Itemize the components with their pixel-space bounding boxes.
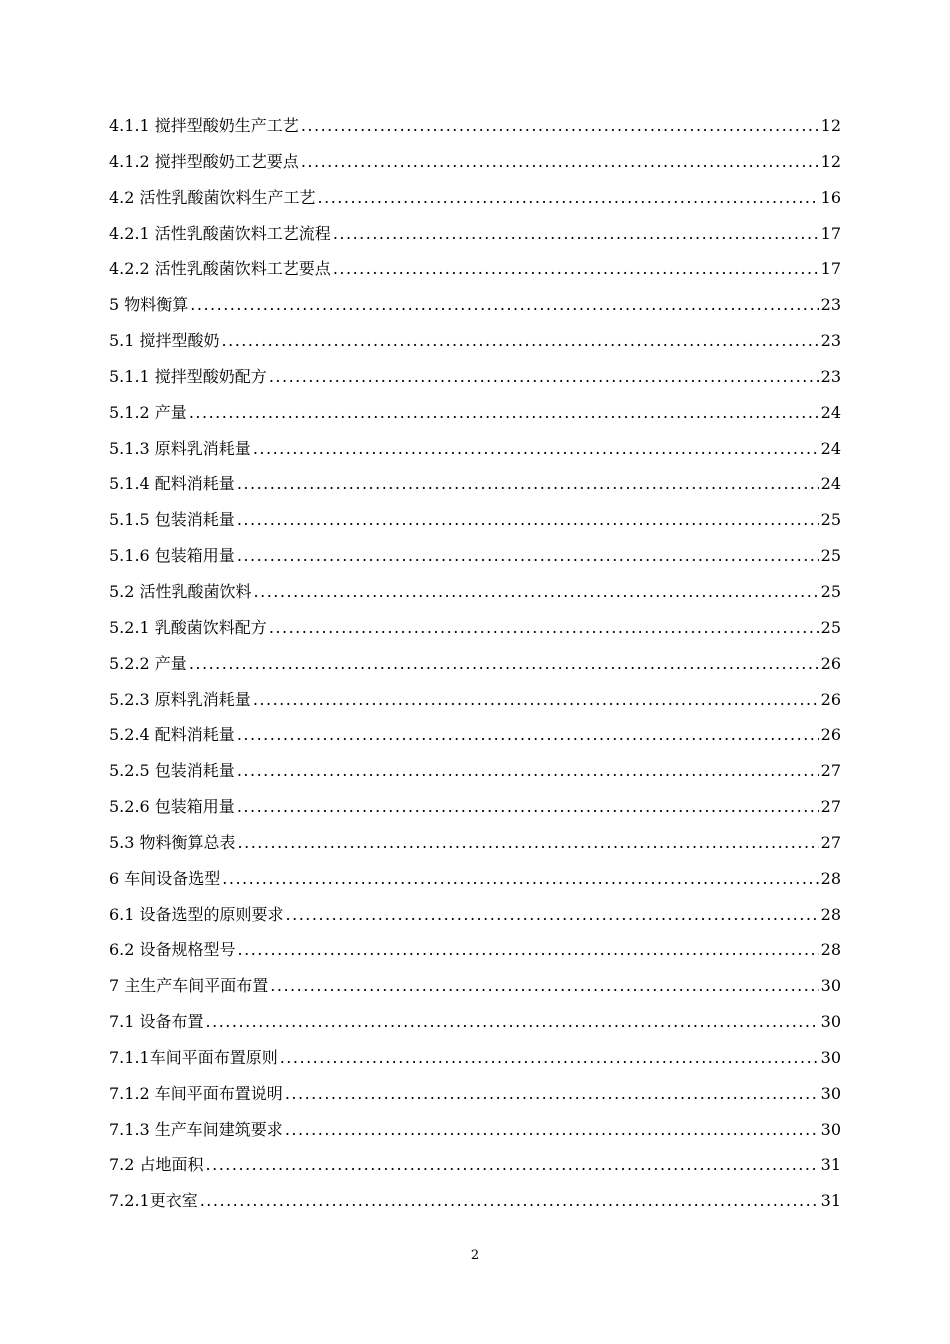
toc-dot-leader [318, 180, 819, 216]
toc-entry-title: 5.2.2 产量 [109, 653, 187, 673]
toc-dot-leader [238, 932, 819, 968]
toc-entry[interactable] [109, 753, 841, 789]
toc-dot-leader [189, 646, 819, 682]
toc-entry[interactable] [109, 932, 841, 968]
toc-entry-page: 27 [820, 761, 841, 781]
toc-entry-title: 6.2 设备规格型号 [109, 940, 236, 960]
toc-entry-title: 4.1.1 搅拌型酸奶生产工艺 [109, 116, 299, 135]
toc-dot-leader [237, 502, 819, 538]
toc-dot-leader [286, 897, 819, 933]
toc-entry-title: 5.2 活性乳酸菌饮料 [109, 581, 252, 601]
toc-entry-title: 6.1 设备选型的原则要求 [109, 904, 284, 924]
toc-entry-title: 7.1.1车间平面布置原则 [109, 1047, 278, 1067]
toc-entry[interactable] [109, 897, 841, 933]
toc-dot-leader [301, 108, 819, 144]
toc-entry-page: 25 [820, 510, 841, 530]
toc-entry[interactable] [109, 1076, 841, 1112]
toc-entry[interactable] [109, 466, 841, 502]
toc-entry-page: 30 [820, 1047, 841, 1067]
toc-entry-title: 5.2.1 乳酸菌饮料配方 [109, 617, 267, 637]
toc-entry-page: 23 [820, 295, 841, 315]
toc-entry[interactable] [109, 359, 841, 395]
toc-entry-title: 7.1.3 生产车间建筑要求 [109, 1119, 283, 1139]
toc-entry-title: 5.2.6 包装箱用量 [109, 797, 235, 817]
toc-entry-page: 28 [820, 868, 841, 888]
toc-entry-title: 4.1.2 搅拌型酸奶工艺要点 [109, 151, 299, 171]
toc-entry[interactable] [109, 1147, 841, 1183]
toc-dot-leader [200, 1183, 819, 1219]
toc-entry-page: 12 [820, 151, 841, 171]
toc-entry[interactable] [109, 144, 841, 180]
toc-entry-page: 16 [820, 187, 841, 207]
toc-dot-leader [222, 861, 818, 897]
toc-entry-title: 5 物料衡算 [109, 295, 189, 315]
toc-entry-page: 31 [820, 1155, 841, 1175]
toc-dot-leader [333, 251, 819, 287]
toc-entry[interactable] [109, 1004, 841, 1040]
toc-dot-leader [237, 538, 819, 574]
toc-entry-page: 30 [820, 1119, 841, 1139]
toc-entry[interactable] [109, 180, 841, 216]
toc-dot-leader [285, 1076, 819, 1112]
toc-dot-leader [237, 466, 819, 502]
toc-entry-title: 7.1 设备布置 [109, 1012, 204, 1032]
toc-entry-title: 5.1.4 配料消耗量 [109, 474, 235, 494]
toc-entry-title: 5.2.3 原料乳消耗量 [109, 689, 251, 709]
toc-dot-leader [285, 1112, 819, 1148]
toc-entry-page: 31 [820, 1191, 841, 1211]
table-of-contents [109, 108, 841, 1219]
toc-entry[interactable] [109, 861, 841, 897]
toc-entry-page: 23 [820, 366, 841, 386]
toc-entry-title: 7 主生产车间平面布置 [109, 976, 269, 996]
toc-entry-title: 5.1.1 搅拌型酸奶配方 [109, 366, 267, 386]
toc-dot-leader [269, 610, 819, 646]
toc-entry-title: 5.1.5 包装消耗量 [109, 510, 235, 530]
toc-entry[interactable] [109, 431, 841, 467]
toc-dot-leader [301, 144, 819, 180]
toc-dot-leader [190, 287, 818, 323]
toc-entry[interactable] [109, 968, 841, 1004]
toc-entry-page: 28 [820, 940, 841, 960]
toc-entry-page: 26 [820, 725, 841, 745]
toc-entry-page: 25 [820, 617, 841, 637]
toc-entry-title: 5.1.6 包装箱用量 [109, 546, 235, 566]
toc-dot-leader [189, 395, 819, 431]
toc-entry-page: 30 [820, 1083, 841, 1103]
toc-entry-page: 17 [820, 259, 841, 279]
toc-entry[interactable] [109, 717, 841, 753]
toc-entry-title: 5.1.2 产量 [109, 402, 187, 422]
toc-entry-title: 7.2.1更衣室 [109, 1191, 198, 1211]
toc-entry-page: 24 [820, 474, 841, 494]
toc-dot-leader [269, 359, 819, 395]
toc-entry[interactable] [109, 323, 841, 359]
toc-entry-title: 5.3 物料衡算总表 [109, 832, 236, 852]
toc-entry-title: 7.1.2 车间平面布置说明 [109, 1083, 283, 1103]
toc-entry[interactable] [109, 682, 841, 718]
toc-entry-title: 4.2.1 活性乳酸菌饮料工艺流程 [109, 223, 331, 243]
toc-entry[interactable] [109, 610, 841, 646]
toc-dot-leader [253, 682, 819, 718]
toc-entry[interactable] [109, 825, 841, 861]
toc-entry-title: 4.2.2 活性乳酸菌饮料工艺要点 [109, 259, 331, 279]
toc-entry[interactable] [109, 108, 841, 144]
toc-dot-leader [333, 216, 819, 252]
toc-entry-page: 25 [820, 581, 841, 601]
toc-dot-leader [237, 753, 819, 789]
toc-dot-leader [222, 323, 819, 359]
toc-entry[interactable] [109, 538, 841, 574]
toc-entry-page: 26 [820, 689, 841, 709]
toc-entry-page: 30 [820, 976, 841, 996]
toc-entry[interactable] [109, 1040, 841, 1076]
toc-entry-page: 12 [820, 116, 841, 135]
toc-dot-leader [237, 789, 819, 825]
toc-entry-title: 7.2 占地面积 [109, 1155, 204, 1175]
toc-entry-page: 26 [820, 653, 841, 673]
toc-dot-leader [270, 968, 818, 1004]
toc-entry-title: 4.2 活性乳酸菌饮料生产工艺 [109, 187, 316, 207]
toc-dot-leader [280, 1040, 819, 1076]
toc-entry[interactable] [109, 574, 841, 610]
toc-entry[interactable] [109, 216, 841, 252]
toc-entry-page: 17 [820, 223, 841, 243]
toc-entry-page: 28 [820, 904, 841, 924]
toc-entry[interactable] [109, 646, 841, 682]
toc-entry[interactable] [109, 502, 841, 538]
toc-dot-leader [206, 1004, 819, 1040]
toc-entry-page: 25 [820, 546, 841, 566]
toc-entry[interactable] [109, 1112, 841, 1148]
toc-entry[interactable] [109, 287, 841, 323]
toc-entry-title: 5.1.3 原料乳消耗量 [109, 438, 251, 458]
toc-entry-page: 30 [820, 1012, 841, 1032]
toc-entry-page: 27 [820, 797, 841, 817]
toc-entry-page: 24 [820, 402, 841, 422]
toc-dot-leader [237, 717, 819, 753]
toc-entry[interactable] [109, 395, 841, 431]
toc-dot-leader [206, 1147, 819, 1183]
toc-entry-page: 27 [820, 832, 841, 852]
toc-entry-page: 23 [820, 331, 841, 351]
toc-entry-title: 5.2.4 配料消耗量 [109, 725, 235, 745]
toc-entry-title: 5.2.5 包装消耗量 [109, 761, 235, 781]
toc-entry-page: 24 [820, 438, 841, 458]
page-number: 2 [470, 1248, 480, 1263]
toc-entry[interactable] [109, 789, 841, 825]
toc-dot-leader [253, 431, 819, 467]
toc-entry-title: 5.1 搅拌型酸奶 [109, 331, 220, 351]
toc-entry[interactable] [109, 251, 841, 287]
toc-entry[interactable] [109, 1183, 841, 1219]
toc-dot-leader [238, 825, 819, 861]
toc-dot-leader [254, 574, 819, 610]
toc-entry-title: 6 车间设备选型 [109, 868, 221, 888]
